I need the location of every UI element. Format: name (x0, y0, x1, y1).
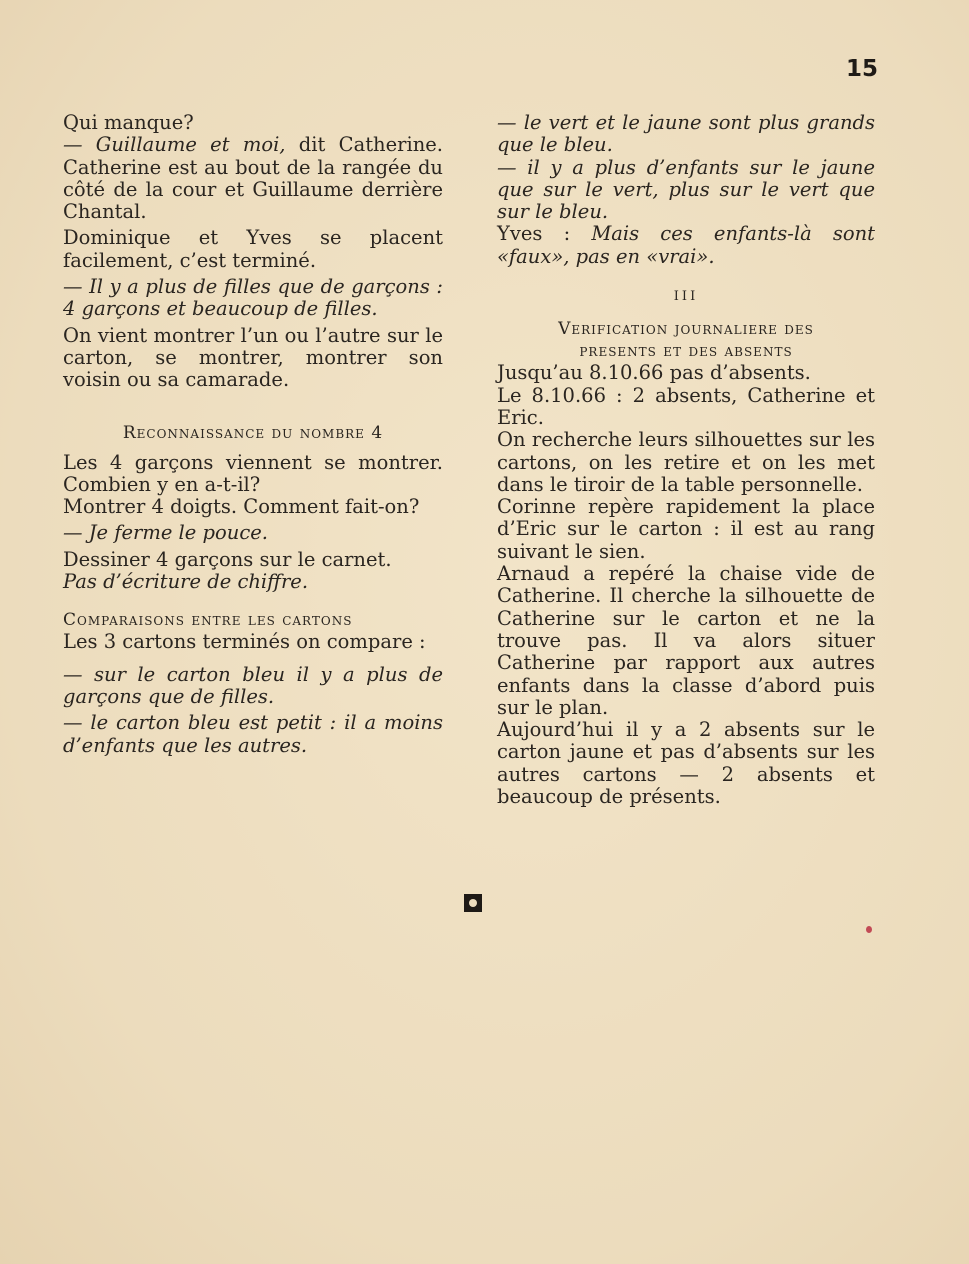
paragraph: Aujourd’hui il y a 2 absents sur le carton jaune et pas d’absents sur les autres cartons — 2 absents et beaucoup de présents. (497, 718, 875, 809)
paragraph: Pas d’écriture de chiffre. (63, 570, 309, 594)
quoted-speech: — Il y a plus de filles que de garçons : 4 garçons et beaucoup de filles. (63, 275, 443, 321)
narration: dit Catherine. Catherine est au bout de la rangée du côté de la cour et Guillaume derrière Chantal. (63, 133, 443, 224)
quoted-speech: — Guillaume et moi, (63, 133, 286, 157)
paragraph (63, 134, 443, 223)
quoted-speech: — sur le carton bleu il y a plus de garçons que de filles. (63, 662, 443, 708)
paragraph: Dominique et Yves se placent facilement, c’est terminé. (63, 226, 443, 272)
quoted-speech: — il y a plus d’enfants sur le jaune que sur le vert, plus sur le vert que sur le bleu. (497, 155, 875, 224)
page-number: 15 (846, 56, 879, 82)
paragraph: Jusqu’au 8.10.66 pas d’absents. (497, 361, 811, 385)
paragraph: Qui manque? (63, 111, 194, 134)
paragraph: Le 8.10.66 : 2 absents, Catherine et Eric. (497, 383, 875, 429)
left-column (63, 112, 443, 761)
end-of-section-icon (464, 894, 482, 912)
section-heading: Reconnaissance du nombre 4 (122, 422, 384, 443)
paragraph: Montrer 4 doigts. Comment fait-on? (63, 495, 420, 519)
paragraph: Les 3 cartons terminés on compare : (63, 630, 426, 654)
section-heading: presents et des absents (579, 341, 793, 362)
paragraph: Les 4 garçons viennent se montrer. Combien y en a-t-il? (63, 450, 443, 496)
section-heading: Comparaisons entre les cartons (63, 610, 353, 631)
ink-spot (866, 926, 872, 933)
paragraph: On recherche leurs silhouettes sur les cartons, on les retire et on les met dans le tiroir de la table personnelle. (497, 428, 875, 496)
paragraph: Arnaud a repéré la chaise vide de Catherine. Il cherche la silhouette de Catherine sur le carton et ne la trouve pas. Il va alors situer Catherine par rapport aux autres enfants dans la classe d’abord puis sur le plan. (497, 562, 875, 719)
quoted-speech: — Je ferme le pouce. (63, 521, 268, 545)
quoted-speech: — le vert et le jaune sont plus grands que le bleu. (497, 111, 875, 157)
paragraph: Dessiner 4 garçons sur le carnet. (63, 547, 392, 571)
paragraph: Corinne repère rapidement la place d’Eric sur le carton : il est au rang suivant le sien. (497, 495, 875, 563)
speaker: Yves : (497, 222, 592, 246)
section-number: III (673, 289, 699, 305)
right-column (497, 112, 875, 808)
section-heading: Verification journaliere des (558, 319, 814, 340)
paragraph (497, 223, 875, 268)
quoted-speech: Mais ces enfants-là sont «faux», pas en «vrai». (497, 222, 875, 268)
paragraph: On vient montrer l’un ou l’autre sur le carton, se montrer, montrer son voisin ou sa camarade. (63, 323, 443, 392)
quoted-speech: — le carton bleu est petit : il a moins d’enfants que les autres. (63, 711, 443, 757)
